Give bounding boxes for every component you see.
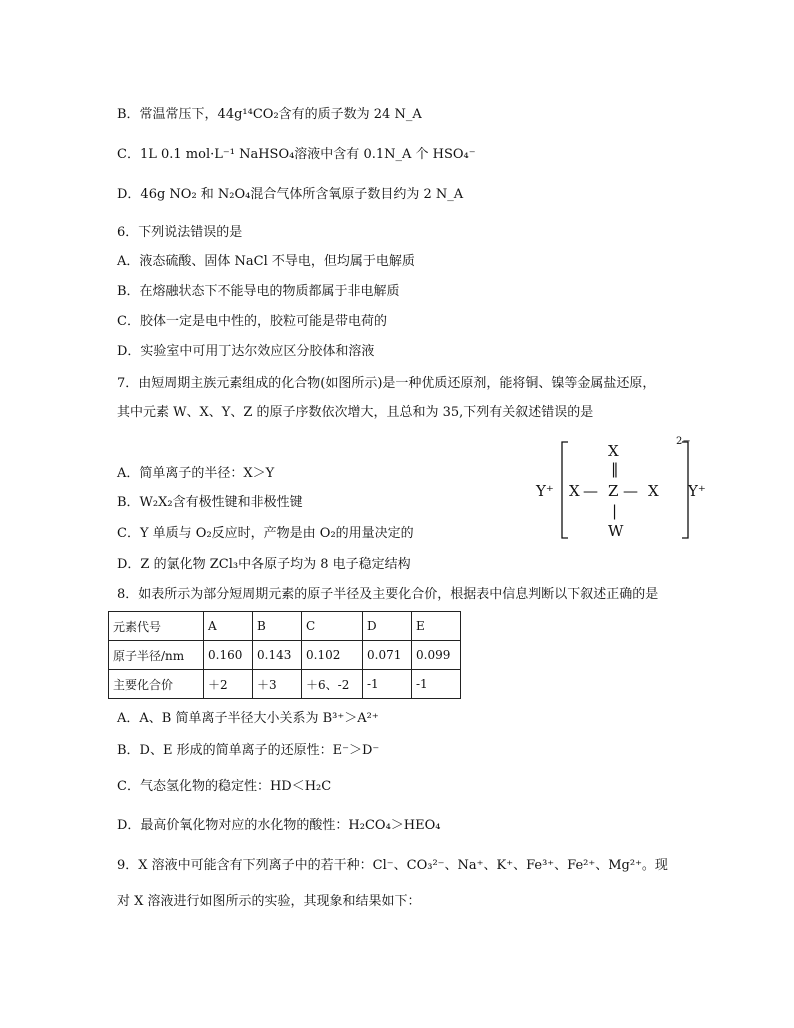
q6-option-b: B．在熔融状态下不能导电的物质都属于非电解质: [117, 284, 400, 299]
q7-structure-diagram: [530, 436, 730, 550]
q8-option-d: D．最高价氧化物对应的水化物的酸性：H₂CO₄＞HEO₄: [117, 818, 441, 833]
q9-stem-line1: 9．X 溶液中可能含有下列离子中的若干种：Cl⁻、CO₃²⁻、Na⁺、K⁺、Fe³⁺、Fe²⁺、Mg²⁺。现: [117, 858, 668, 873]
struct-top-atom: X: [608, 442, 619, 460]
q7-stem-line2: 其中元素 W、X、Y、Z 的原子序数依次增大，且总和为 35,下列有关叙述错误的是: [117, 405, 594, 420]
struct-charge: 2−: [676, 436, 691, 447]
table-row: [109, 641, 461, 670]
element-table: [108, 611, 461, 699]
table-cell: D: [363, 612, 412, 641]
table-cell: 0.099: [412, 641, 461, 670]
q7-option-b: B．W₂X₂含有极性键和非极性键: [117, 495, 303, 510]
q8-option-b: B．D、E 形成的简单离子的还原性：E⁻＞D⁻: [117, 743, 380, 758]
struct-center-atom: Z: [608, 482, 619, 500]
q7-option-c: C．Y 单质与 O₂反应时，产物是由 O₂的用量决定的: [117, 526, 414, 541]
table-row: [109, 612, 461, 641]
table-cell: 主要化合价: [109, 670, 204, 699]
struct-single-bond: |: [612, 502, 618, 520]
q5-option-c: C．1L 0.1 mol·L⁻¹ NaHSO₄溶液中含有 0.1N_A 个 HSO₄⁻: [117, 147, 476, 162]
table-cell: -1: [412, 670, 461, 699]
struct-right-cation: Y⁺: [688, 482, 706, 500]
table-cell: C: [302, 612, 363, 641]
table-cell: 0.102: [302, 641, 363, 670]
q7-stem-line1: 7．由短周期主族元素组成的化合物(如图所示)是一种优质还原剂，能将铜、镍等金属盐还原，: [117, 376, 656, 391]
q5-option-d: D．46g NO₂ 和 N₂O₄混合气体所含氧原子数目约为 2 N_A: [117, 187, 464, 202]
table-cell: 0.143: [253, 641, 302, 670]
q5-option-b: B．常温常压下，44g¹⁴CO₂含有的质子数为 24 N_A: [117, 107, 422, 122]
table-cell: E: [412, 612, 461, 641]
struct-left-cation: Y⁺: [536, 482, 554, 500]
struct-left-atom: X: [569, 482, 580, 500]
table-cell: ＋6、-2: [302, 670, 363, 699]
q6-option-c: C．胶体一定是电中性的，胶粒可能是带电荷的: [117, 314, 387, 329]
q7-option-d: D．Z 的氯化物 ZCl₃中各原子均为 8 电子稳定结构: [117, 557, 411, 572]
table-cell: 0.071: [363, 641, 412, 670]
table-cell: -1: [363, 670, 412, 699]
q8-option-c: C．气态氢化物的稳定性：HD＜H₂C: [117, 779, 332, 794]
table-cell: B: [253, 612, 302, 641]
q6-option-d: D．实验室中可用丁达尔效应区分胶体和溶液: [117, 344, 375, 359]
table-cell: 原子半径/nm: [109, 641, 204, 670]
table-cell: 元素代号: [109, 612, 204, 641]
q6-stem: 6．下列说法错误的是: [117, 225, 243, 240]
struct-right-bond: —: [623, 482, 638, 500]
struct-right-atom: X: [648, 482, 659, 500]
struct-left-bond: —: [583, 482, 598, 500]
struct-double-bond: ‖: [611, 460, 619, 478]
q6-option-a: A．液态硫酸、固体 NaCl 不导电，但均属于电解质: [117, 254, 415, 269]
table-cell: 0.160: [204, 641, 253, 670]
table-cell: A: [204, 612, 253, 641]
table-cell: ＋3: [253, 670, 302, 699]
q7-option-a: A．简单离子的半径：X＞Y: [117, 466, 275, 481]
q9-stem-line2: 对 X 溶液进行如图所示的实验，其现象和结果如下：: [117, 894, 421, 909]
table-row: [109, 670, 461, 699]
q8-stem: 8．如表所示为部分短周期元素的原子半径及主要化合价，根据表中信息判断以下叙述正确的是: [117, 587, 659, 602]
struct-bottom-atom: W: [608, 522, 624, 540]
table-cell: ＋2: [204, 670, 253, 699]
q8-option-a: A．A、B 简单离子半径大小关系为 B³⁺＞A²⁺: [117, 711, 379, 726]
